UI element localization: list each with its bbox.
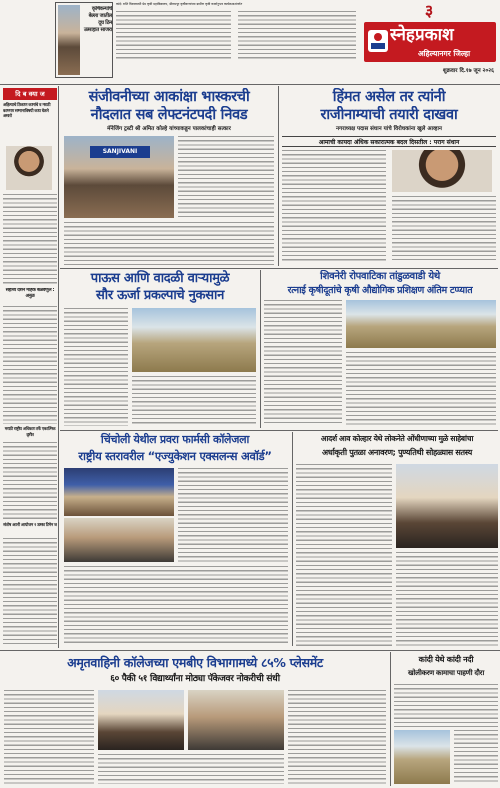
story2-text-a xyxy=(282,150,386,262)
masthead xyxy=(360,2,498,84)
masthead-logo-icon xyxy=(368,30,388,52)
story3-text-b xyxy=(132,376,256,426)
story1-text-b xyxy=(64,222,274,266)
top-text-block xyxy=(116,2,356,64)
story2-headline-2: राजीनाम्याची तयारी दाखवा xyxy=(320,107,458,123)
story1-subhead: मॅनेजिंग ट्रस्टी श्री अमित कोल्हे यांच्याकडून पालकांचाही सत्कार xyxy=(107,126,231,132)
left-col-text-3 xyxy=(3,442,57,520)
story2-text-b xyxy=(392,196,496,262)
story6-headline-2: अर्धाकृती पुतळा अनावरण; पुण्यतिथी सोहळ्यास सतस्य xyxy=(322,448,472,457)
masthead-date: शुक्रवार दि.१७ जून २०२६ xyxy=(442,68,494,74)
story3-rule xyxy=(260,270,261,428)
story7-text-c xyxy=(288,690,386,784)
top-text-body xyxy=(116,11,231,61)
story2-portrait xyxy=(392,150,492,192)
story4-headline-1: शिवनेरी रोपवाटिका तांडुळवाडी येथे xyxy=(320,271,440,282)
left-col-rule xyxy=(58,86,59,648)
divider-3 xyxy=(60,430,498,431)
story7-photo-2 xyxy=(188,690,284,750)
left-col-section4: संतोष आली आयोजन २ उत्सव टिमेन ज xyxy=(3,522,57,527)
story1-headline-1: संजीवनीच्या आकांक्षा भास्करची xyxy=(88,89,250,105)
story2-headline-1: हिंमत असेल तर त्यांनी xyxy=(332,89,446,105)
top-left-photo xyxy=(58,5,80,75)
story4-headline-2: रत्नाई कृषीदूतांचे कृषी औद्योगिक प्रशिक्षण अंतिम टप्प्यात xyxy=(287,285,473,296)
story3-headline-1: पाऊस आणि वादळी वाऱ्यामुळे xyxy=(90,271,230,286)
masthead-subtitle: अहिल्यानगर जिल्हा xyxy=(417,49,471,58)
story4-text-b xyxy=(346,352,496,426)
left-col-headline: अहिल्याचे ठिकाण कामांचे व मराठी कामगार सम्मानाविषयी काय घेतले असतो xyxy=(3,102,51,119)
story4-text-a xyxy=(264,300,342,426)
story7-text-b xyxy=(98,754,284,784)
left-col-text-4 xyxy=(3,538,57,646)
masthead-page-number: ३ xyxy=(424,2,434,20)
story2-boxline: आमाची कायदा अंधिक सकारात्मक बदल दिसतील : पराग संधान xyxy=(282,136,496,147)
story8-photo xyxy=(394,730,450,784)
story1-rule xyxy=(278,86,279,266)
story8-headline-2: खोलीकरण कामाचा पाहणी दौरा xyxy=(408,669,484,677)
left-col-section3: मराठी राष्ट्रीय अधिकार तर्फे एकात्मिक दृष्टीत xyxy=(4,426,56,437)
top-left-heading: कृषिकन्यांचे बेल्ला जातील दूध ठिन उत्साहात साजरा xyxy=(83,6,112,33)
story3-photo xyxy=(132,308,256,372)
masthead-name: स्नेहप्रकाश xyxy=(390,25,454,45)
divider-4 xyxy=(0,650,500,651)
story6-text-a xyxy=(296,464,392,646)
story3-headline-2: सौर ऊर्जा प्रकल्पाचे नुकसान xyxy=(95,288,224,303)
left-col-text-2 xyxy=(3,306,57,424)
story6-photo xyxy=(396,464,498,548)
story7-text-a xyxy=(4,690,94,784)
left-col-text-1 xyxy=(3,194,57,284)
story6-headline-1: आदर्श आव कोल्हार येथे लोकनेते ओंधीणाच्या मुळे साहेबांचा xyxy=(320,434,474,443)
story5-text-a xyxy=(178,468,288,562)
story4-photo xyxy=(346,300,496,348)
top-left-box xyxy=(55,2,113,78)
story1-photo-banner: SANJIVANI xyxy=(90,146,150,158)
left-tag-label: दि ब क्या ज xyxy=(15,90,45,98)
story7-headline-2: ६० पैकी ५१ विद्यार्थ्यांना मोठ्या पॅकेजवर नोकरीची संधी xyxy=(110,674,280,684)
story1-photo xyxy=(64,136,174,218)
story7-rule xyxy=(390,652,391,786)
top-text-body-2 xyxy=(238,11,356,61)
top-text-line: कांदे: राशि विश्वव्यापी प्रेम कृषी महाविद्यालय, श्रीरामपूर कृषीकन्यांच्या ग्रामीण कृषी कार्यानुभव कार्यक्रमाअंतर्गत xyxy=(116,2,243,6)
divider-2 xyxy=(60,268,498,269)
story5-headline-2: राष्ट्रीय स्तरावरील “एज्युकेशन एक्सलन्स अवॉर्ड” xyxy=(78,449,272,463)
story5-photo-1 xyxy=(64,468,174,516)
story3-text-a xyxy=(64,308,128,426)
story2-subhead: नगराध्यक्ष पदास संधान यांचे विरोधकांना खुले आव्हान xyxy=(336,126,442,132)
story7-headline-1: अमृतवाहिनी कॉलेजच्या एमबीए विभागामध्ये ८५% प्लेसमेंट xyxy=(67,655,323,670)
story5-headline-1: चिंचोली येथील प्रवरा फार्मसी कॉलेजला xyxy=(100,433,250,446)
left-tag xyxy=(3,88,57,100)
masthead-banner xyxy=(364,22,496,62)
story1-text-a xyxy=(178,136,274,220)
story5-rule xyxy=(292,432,293,646)
story8-headline-1: कांदी येथे कांदी नदी xyxy=(418,655,474,664)
left-col-section2: सहाय्य देशने मोहक बळवणुल : अनुळ xyxy=(5,288,55,299)
story5-text-b xyxy=(64,566,288,646)
left-col-portrait xyxy=(6,146,52,190)
story8-text-b xyxy=(454,730,498,784)
story8-text-a xyxy=(394,684,498,728)
story5-photo-2 xyxy=(64,518,174,562)
story7-photo-1 xyxy=(98,690,184,750)
story1-headline-2: नौदलात सब लेफ्टनंटपदी निवड xyxy=(90,107,248,123)
story6-text-b xyxy=(396,552,498,646)
top-divider xyxy=(0,84,500,85)
